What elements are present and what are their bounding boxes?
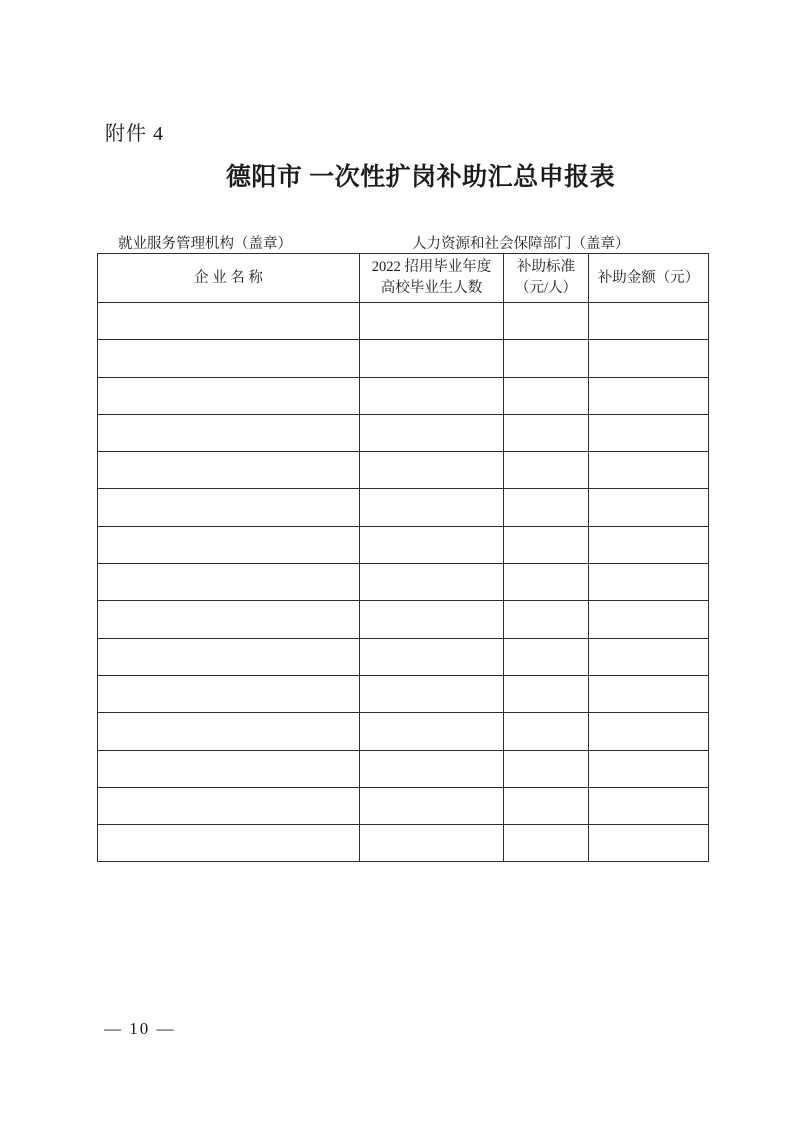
table-cell — [98, 675, 360, 712]
table-cell — [98, 340, 360, 377]
table-cell — [504, 303, 589, 340]
table-row — [98, 638, 709, 675]
table-cell — [589, 564, 709, 601]
table-cell — [589, 601, 709, 638]
table-row — [98, 377, 709, 414]
table-cell — [504, 377, 589, 414]
table-cell — [98, 489, 360, 526]
table-row — [98, 414, 709, 451]
table-cell — [360, 340, 504, 377]
table-cell — [98, 601, 360, 638]
table-cell — [360, 601, 504, 638]
table-cell — [360, 452, 504, 489]
table-cell — [360, 377, 504, 414]
table-cell — [504, 414, 589, 451]
table-cell — [98, 787, 360, 824]
table-cell — [504, 601, 589, 638]
table-cell — [98, 526, 360, 563]
table-row — [98, 489, 709, 526]
header-subsidy-standard — [504, 254, 589, 303]
header-line: 补助标准 — [517, 259, 575, 275]
table-cell — [360, 489, 504, 526]
page-number: — 10 — — [104, 1019, 176, 1038]
table-cell — [98, 452, 360, 489]
table-cell — [504, 675, 589, 712]
table-cell — [589, 675, 709, 712]
table-cell — [360, 526, 504, 563]
table-cell — [589, 526, 709, 563]
stamp-label-hr-social-security: 人力资源和社会保障部门（盖章） — [412, 236, 630, 252]
table-cell — [589, 713, 709, 750]
table-row — [98, 303, 709, 340]
table-cell — [504, 787, 589, 824]
subsidy-summary-table — [97, 253, 709, 862]
table-row — [98, 825, 709, 862]
header-line: 企 业 名 称 — [194, 269, 263, 286]
page-title: 德阳市 一次性扩岗补助汇总申报表 — [225, 164, 616, 191]
header-line: 2022 招用毕业年度 — [371, 259, 492, 275]
table-cell — [360, 564, 504, 601]
table-cell — [589, 377, 709, 414]
header-line: （元/人） — [514, 280, 578, 296]
stamp-label-employment-agency: 就业服务管理机构（盖章） — [118, 236, 292, 252]
table-header-row — [98, 254, 709, 303]
table-cell — [589, 414, 709, 451]
header-subsidy-amount — [589, 254, 709, 303]
table-cell — [504, 638, 589, 675]
stamp-labels-row — [0, 232, 793, 252]
table-cell — [504, 713, 589, 750]
attachment-label: 附件 4 — [105, 123, 164, 145]
table-cell — [360, 713, 504, 750]
table-row — [98, 452, 709, 489]
table-row — [98, 601, 709, 638]
table-cell — [504, 825, 589, 862]
table-cell — [360, 750, 504, 787]
header-line: 补助金额（元） — [597, 269, 700, 286]
header-line: 高校毕业生人数 — [380, 280, 483, 296]
table-cell — [98, 638, 360, 675]
table-cell — [360, 303, 504, 340]
table-row — [98, 564, 709, 601]
table-cell — [360, 675, 504, 712]
table-cell — [504, 452, 589, 489]
table-cell — [98, 303, 360, 340]
header-graduate-count — [360, 254, 504, 303]
table-cell — [589, 303, 709, 340]
table-cell — [504, 526, 589, 563]
table-cell — [98, 713, 360, 750]
table-cell — [504, 750, 589, 787]
table-cell — [589, 340, 709, 377]
table-row — [98, 750, 709, 787]
table-cell — [98, 750, 360, 787]
table-cell — [589, 825, 709, 862]
table-cell — [589, 750, 709, 787]
header-company-name — [98, 254, 360, 303]
table-cell — [589, 489, 709, 526]
table-cell — [98, 825, 360, 862]
table-cell — [589, 638, 709, 675]
table-cell — [360, 825, 504, 862]
table-row — [98, 713, 709, 750]
table-row — [98, 787, 709, 824]
table-cell — [98, 377, 360, 414]
table-row — [98, 340, 709, 377]
table-cell — [589, 787, 709, 824]
table-row — [98, 675, 709, 712]
table-cell — [98, 564, 360, 601]
table-row — [98, 526, 709, 563]
table-cell — [504, 489, 589, 526]
table-cell — [504, 340, 589, 377]
table-cell — [360, 638, 504, 675]
table-cell — [504, 564, 589, 601]
table-cell — [98, 414, 360, 451]
table-cell — [589, 452, 709, 489]
table-cell — [360, 787, 504, 824]
table-cell — [360, 414, 504, 451]
